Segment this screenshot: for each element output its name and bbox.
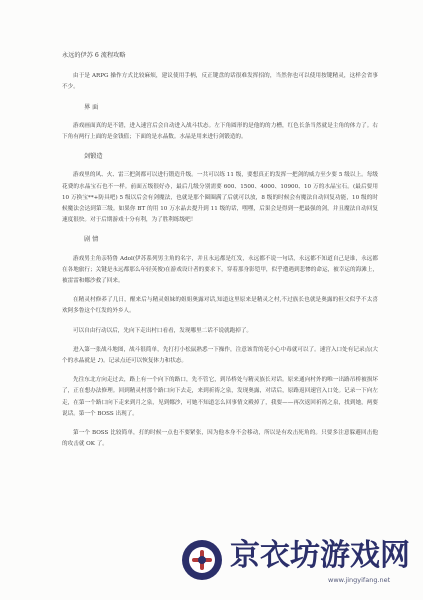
section-heading-plot: 剧 情 [84,236,99,244]
watermark-url: www.jingyifang.net [328,576,391,584]
site-logo-icon [180,538,224,582]
section-heading-interface: 界 面 [84,103,99,111]
plot-paragraph-4: 进入第一张战斗地图，战斗很简单，先打打小松鼠熟悉一下操作，注意该背的花小心中毒就可以了。速宫入口处有记录点(大个的水晶就是 ♪)。记录点还可以恢复体力和状态。 [62,346,378,365]
plot-paragraph-5: 先往东北方向走过去，路上有一个向下的路口，先不管它，到吊桥处与精灵族长对话。原来通向村外的唯一出路吊桥被损坏了，正在想办法修理。回到精灵村那个路口向下去走，来到祈祷之泉，发现奥露，对话后，原路返回速宫入口处。记录一下向左走，在第一个路口向下走来到月之泉，见到娜沙，可她不知道怎么回事情文殿掉了，我要——再次返回祈祷之泉，找到她，两要说话。第一个 BOSS 出现了。 [62,377,378,417]
watermark-brand: 京衣坊游戏网 [230,538,410,573]
plot-paragraph-2: 在精灵村修养了几日，醒来后与精灵姐妹的姐姐奥露对话,知道这里原来是精灵之村,不过族长也就是奥露的但父似乎不太喜欢阿多鲁这个红发的外乡人。 [62,297,378,315]
interface-paragraph: 游戏画面真的是不错，进入速宫后会自动进入战斗状态。左下角圆形的是他的的力槽，红色长条当然就是主角的体力了。右下角有两行上面的是金钱值；下面的是水晶数。水晶是用来进行剑锻造的。 [62,122,378,141]
intro-paragraph: 由于是 ARPG 操作方式比较麻烦，建议使用手柄，反正键盘的话很难发挥招的，当然你也可以使用按键精灵，这样会省事不少。 [62,73,378,91]
section-heading-sword: 剑锻造 [84,153,103,161]
document-title: 永远的伊苏 6 流程攻略 [62,52,126,59]
plot-paragraph-3: 可以自由行动以后，先向下走出村口看看，发现哪里二话不说就跑掉了。 [73,327,253,334]
plot-paragraph-1: 游戏男主角亲特鲁 Adol(伊苏系列男主角的名字，并且永远都是红发，永远都不说一句话，永远都不知道自己是谁，永远都在各地旅行；关键是永远都那么年轻英俊)在游戏设计者的要求下，穿着那身影铠甲，似乎遭遇到悲惨的命运，被幸运的海滩上，被雷雷和娜沙救了回来。 [62,255,378,285]
site-watermark [180,536,410,591]
document-content [62,50,378,454]
sword-paragraph: 游戏里的风、火、雷三把剑都可以进行锻造升级。一共可以练 11 级，要想真正的发挥一把剑的威力至少要 5 级以上。每级花费的水晶宝石也不一样。前面五级很好办，最后几级分别需要 600、1500、4000、10900、10 万的水晶宝石。(最后要用 10 万换宝**+防具吧) 5 级以后会有剑魔法，也就是那个圈圈满了后就可以放，8 级的时候会有魔法自动回复功能，10 级的时候魔法会达到第三级。如果你 BT 的用 10 万水晶去提升到 11 级的话，嘿嘿，后果会是得到一把最强的剑，并且魔法自动回复速度很快。对于后期游戏十分有利，为了胜利练级吧！ [62,172,378,224]
plot-paragraph-6: 第一个 BOSS 比较简单，打的时候一点也不要紧张，因为他本身不会移动，所以是有攻击死角的。只要多注意躲避回击他的攻击就 OK 了。 [62,430,378,448]
